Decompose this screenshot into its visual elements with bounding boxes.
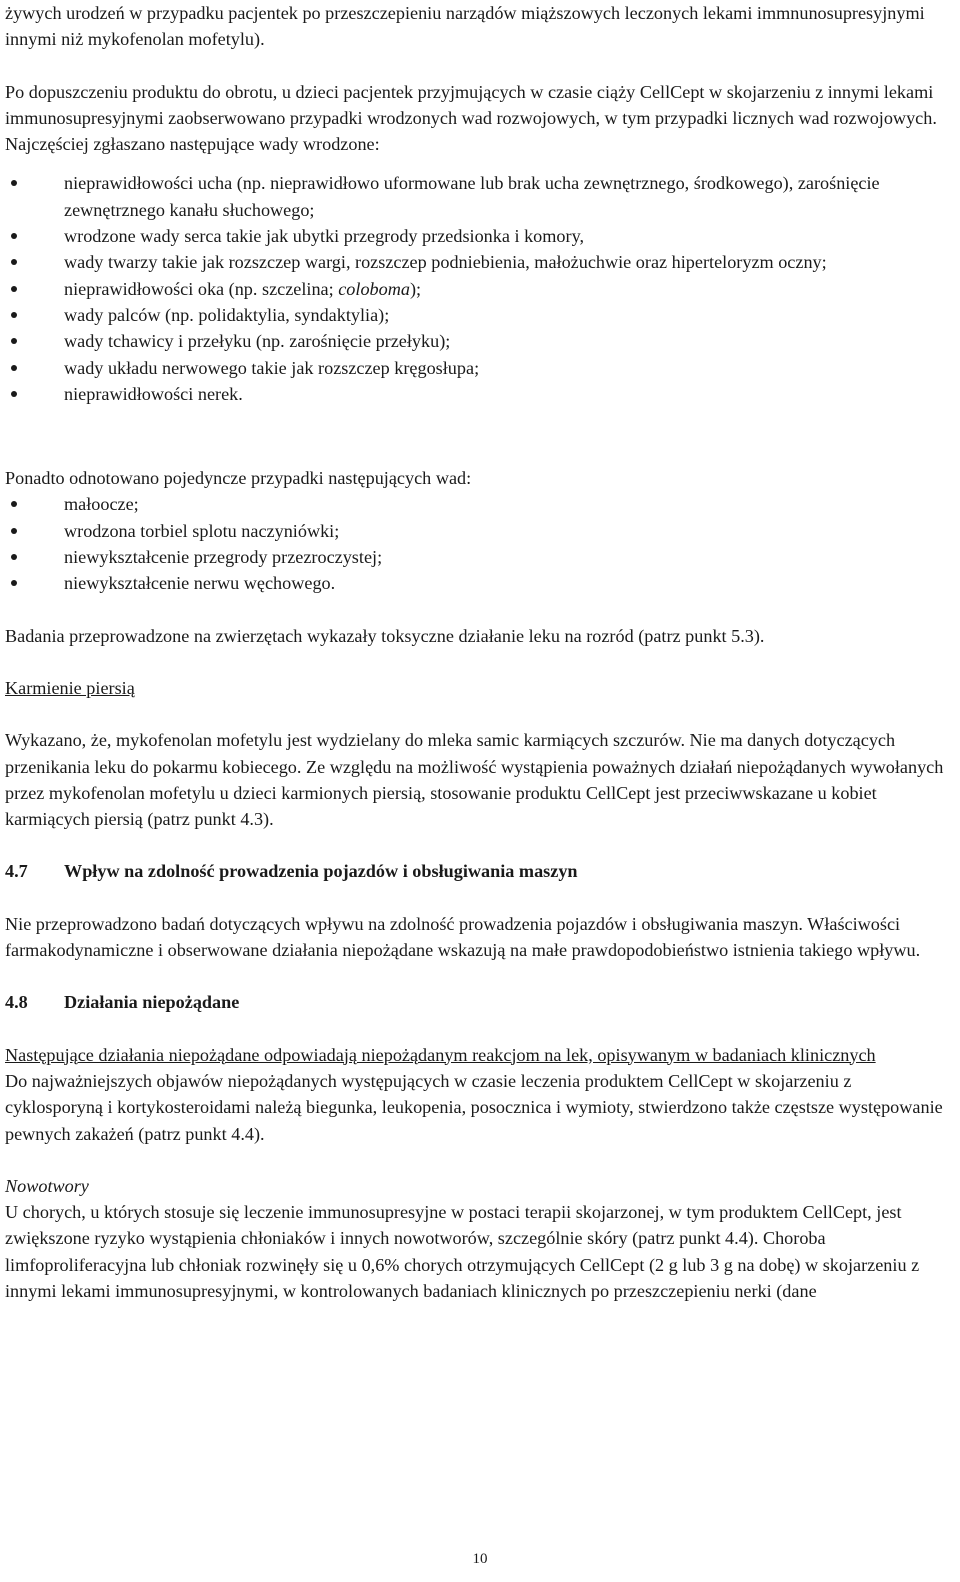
- single-cases-list: [5, 491, 953, 596]
- list-item-text: nieprawidłowości oka (np. szczelina;: [64, 278, 339, 299]
- page-number: 10: [472, 1551, 488, 1567]
- section-4-7-heading: [5, 858, 953, 884]
- breastfeeding-paragraph: Wykazano, że, mykofenolan mofetylu jest wydzielany do mleka samic karmiących szczurów. Nie ma danych dotyczących przenikania leku do pokarmu kobiecego. Ze względu na możliwość wystąpienia poważnych działań niepożądanych wywołanych przez mykofenolan mofetylu u dzieci karmionych piersią, stosowanie produktu CellCept jest przeciwwskazane u kobiet karmiących piersią (patrz punkt 4.3).: [5, 730, 944, 830]
- list-item: wady tchawicy i przełyku (np. zarośnięcie przełyku);: [5, 328, 953, 354]
- animal-studies-paragraph: Badania przeprowadzone na zwierzętach wykazały toksyczne działanie leku na rozród (patrz punkt 5.3).: [5, 625, 765, 646]
- neoplasms-paragraph: U chorych, u których stosuje się leczenie immunosupresyjne w postaci terapii skojarzonej, w tym produktem CellCept, jest zwiększone ryzyko wystąpienia chłoniaków i innych nowotworów, szczególnie skóry (patrz punkt 4.4). Choroba limfoproliferacyjna lub chłoniak rozwinęły się u 0,6% chorych otrzymujących CellCept (2 g lub 3 g na dobę) w skojarzeniu z innymi lekami immunosupresyjnymi, w kontrolowanych badaniach klinicznych po przeszczepieniu nerki (dane: [5, 1202, 920, 1301]
- list-item: [5, 276, 953, 302]
- list-item: nieprawidłowości ucha (np. nieprawidłowo uformowane lub brak ucha zewnętrznego, środkowego), zarośnięcie zewnętrznego kanału słuchowego;: [5, 170, 953, 223]
- congenital-defects-list: [5, 170, 953, 407]
- list-item: wrodzona torbiel splotu naczyniówki;: [5, 518, 953, 544]
- section-number: 4.8: [5, 992, 28, 1013]
- list-item: wady twarzy takie jak rozszczep wargi, rozszczep podniebienia, małożuchwie oraz hiperteloryzm oczny;: [5, 249, 953, 275]
- list-item: niewykształcenie nerwu węchowego.: [5, 570, 953, 596]
- single-cases-paragraph: Ponadto odnotowano pojedyncze przypadki następujących wad:: [5, 468, 472, 489]
- list-item: niewykształcenie przegrody przezroczystej;: [5, 544, 953, 570]
- list-item: małoocze;: [5, 491, 953, 517]
- list-item: nieprawidłowości nerek.: [5, 381, 953, 407]
- intro-paragraph: żywych urodzeń w przypadku pacjentek po przeszczepieniu narządów miąższowych leczonych lekami immnunosupresyjnymi innymi niż mykofenolan mofetylu).: [5, 3, 925, 50]
- section-title: Wpływ na zdolność prowadzenia pojazdów i obsługiwania maszyn: [64, 861, 578, 882]
- section-title: Działania niepożądane: [64, 992, 240, 1013]
- list-item: wady układu nerwowego takie jak rozszczep kręgosłupa;: [5, 355, 953, 381]
- list-item-text-end: );: [409, 278, 422, 299]
- breastfeeding-heading: Karmienie piersią: [5, 677, 135, 698]
- neoplasms-heading: Nowotwory: [5, 1175, 89, 1196]
- adverse-reactions-paragraph: Do najważniejszych objawów niepożądanych występujących w czasie leczenia produktem CellCept w skojarzeniu z cyklosporyną i kortykosteroidami należą biegunka, leukopenia, posocznica i wymioty, stwierdzono także częstsze występowanie pewnych zakażeń (patrz punkt 4.4).: [5, 1070, 943, 1144]
- list-item: wrodzone wady serca takie jak ubytki przegrody przedsionka i komory,: [5, 223, 953, 249]
- clinical-trials-subheading: Następujące działania niepożądane odpowiadają niepożądanym reakcjom na lek, opisywanym w badaniach klinicznych: [5, 1044, 876, 1065]
- list-item: wady palców (np. polidaktylia, syndaktylia);: [5, 302, 953, 328]
- section-4-7-paragraph: Nie przeprowadzono badań dotyczących wpływu na zdolność prowadzenia pojazdów i obsługiwania maszyn. Właściwości farmakodynamiczne i obserwowane działania niepożądane wskazują na małe prawdopodobieństwo istnienia takiego wpływu.: [5, 913, 921, 961]
- section-number: 4.7: [5, 861, 28, 882]
- section-4-8-heading: [5, 989, 953, 1015]
- list-item-italic-term: coloboma: [338, 278, 410, 299]
- postmarketing-paragraph: Po dopuszczeniu produktu do obrotu, u dzieci pacjentek przyjmujących w czasie ciąży CellCept w skojarzeniu z innymi lekami immunosupresyjnymi zaobserwowano przypadki wrodzonych wad rozwojowych, w tym przypadki licznych wad rozwojowych. Najczęściej zgłaszano następujące wady wrodzone:: [5, 81, 937, 155]
- document-page: [5, 0, 953, 1304]
